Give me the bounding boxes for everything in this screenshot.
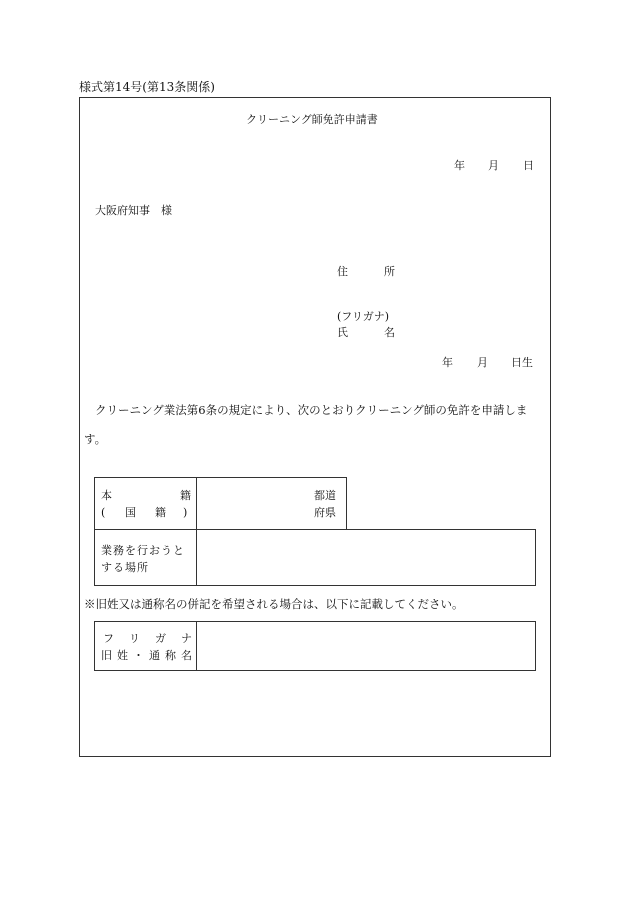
- prefecture-suffix-fuken: 府県: [314, 506, 336, 519]
- alias-label-char-5: 称: [165, 649, 176, 662]
- kokuseki-char-4: ): [183, 506, 188, 519]
- kokuseki-char-1: (: [101, 506, 106, 519]
- alias-label-char-3: ・: [133, 649, 144, 662]
- form-number: 様式第14号(第13条関係): [79, 80, 215, 94]
- workplace-label-line-1: 業務を行おうと: [101, 544, 185, 557]
- birth-day: 日生: [511, 356, 533, 369]
- alias-input-cell[interactable]: [196, 621, 536, 671]
- alias-label-char-1: 旧: [101, 649, 112, 662]
- kokuseki-char-3: 籍: [155, 506, 166, 519]
- alias-furigana-char-1: フ: [103, 632, 114, 645]
- workplace-input-cell[interactable]: [196, 529, 536, 586]
- alias-label-char-6: 名: [181, 649, 192, 662]
- alias-furigana-char-2: リ: [129, 632, 140, 645]
- alias-label-char-4: 通: [149, 649, 160, 662]
- form-title: クリーニング師免許申請書: [246, 113, 378, 126]
- birth-month: 月: [477, 356, 488, 369]
- date-year: 年: [454, 159, 465, 172]
- furigana-label: (フリガナ): [337, 310, 390, 323]
- name-label-1: 氏: [337, 326, 348, 339]
- addressee: 大阪府知事 様: [95, 204, 172, 217]
- prefecture-suffix-todou: 都道: [314, 489, 336, 502]
- address-label-1: 住: [337, 265, 348, 278]
- alias-label-char-2: 姓: [117, 649, 128, 662]
- date-month: 月: [488, 159, 499, 172]
- kokuseki-char-2: 国: [125, 506, 136, 519]
- birth-year: 年: [442, 356, 453, 369]
- date-day: 日: [523, 159, 534, 172]
- alias-furigana-char-3: ガ: [155, 632, 166, 645]
- body-text-line-2: す。: [84, 432, 107, 446]
- alias-note: ※旧姓又は通称名の併記を希望される場合は、以下に記載してください。: [84, 597, 464, 611]
- body-text-line-1: クリーニング業法第6条の規定により、次のとおりクリーニング師の免許を申請しま: [95, 403, 528, 417]
- alias-furigana-char-4: ナ: [181, 632, 192, 645]
- name-label-2: 名: [384, 326, 395, 339]
- address-label-2: 所: [384, 265, 395, 278]
- workplace-label-line-2: する場所: [101, 561, 149, 574]
- honseki-char-1: 本: [101, 489, 112, 502]
- honseki-char-2: 籍: [180, 489, 191, 502]
